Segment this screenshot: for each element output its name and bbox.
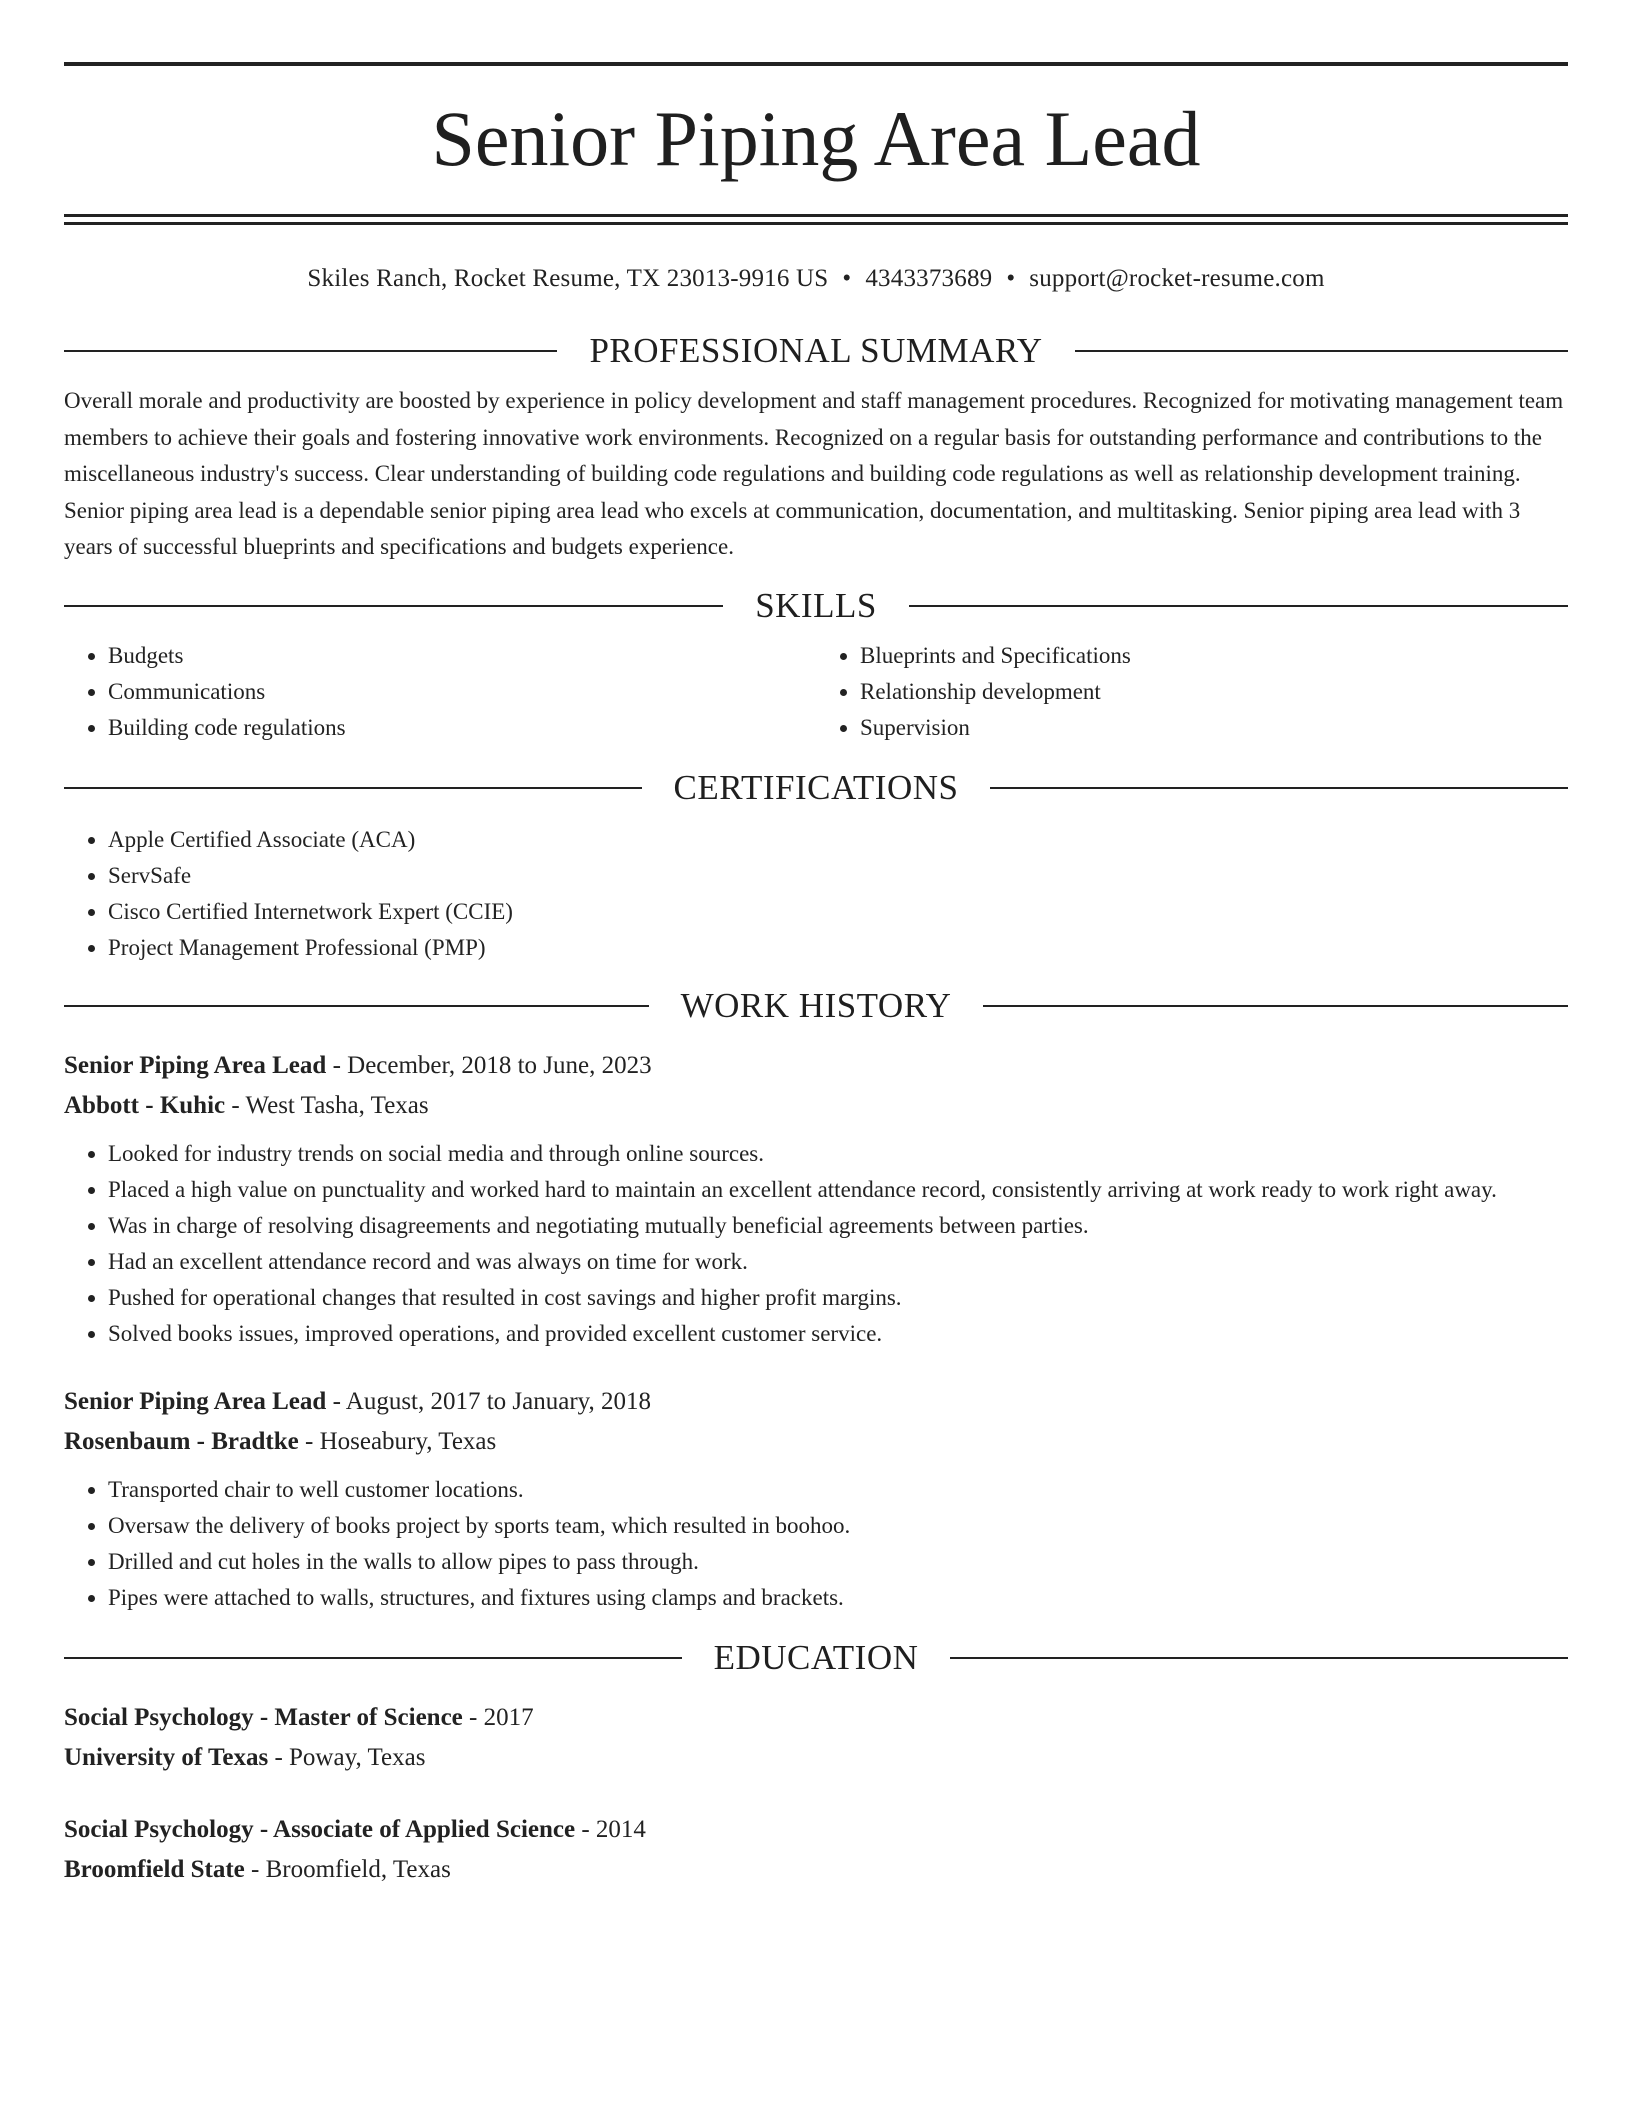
job-location: - Hoseabury, Texas <box>298 1427 497 1455</box>
job-company-line <box>64 1086 1568 1126</box>
job-bullet: • Transported chair to well customer locations. <box>108 1472 1568 1508</box>
job-bullet: • Placed a high value on punctuality and worked hard to maintain an excellent attendance record, consistently arriving at work ready to work right away. <box>108 1172 1568 1208</box>
section-header-education <box>64 1638 1568 1678</box>
education-year: - 2014 <box>575 1815 646 1843</box>
education-degree-line <box>64 1698 1568 1738</box>
job-title-line <box>64 1046 1568 1086</box>
job-bullets <box>64 1136 1568 1352</box>
section-rule <box>990 787 1568 789</box>
section-title-certifications: CERTIFICATIONS <box>673 767 959 807</box>
job-dates: - August, 2017 to January, 2018 <box>326 1387 652 1415</box>
job-location: - West Tasha, Texas <box>225 1091 429 1119</box>
section-rule <box>64 1005 649 1007</box>
section-rule <box>64 1657 682 1659</box>
summary-text: Overall morale and productivity are boosted by experience in policy development and staff management procedures. Recognized for motivating management team members to achieve their goals and fostering innovative work environments. Recognized on a regular basis for outstanding performance and contributions to the miscellaneous industry's success. Clear understanding of building code regulations and building code regulations as well as relationship development training. Senior piping area lead is a dependable senior piping area lead who excels at communication, documentation, and multitasking. Senior piping area lead with 3 years of successful blueprints and specifications and budgets experience. <box>64 388 1564 559</box>
section-title-work-history: WORK HISTORY <box>680 985 952 1025</box>
contact-email[interactable]: support@rocket-resume.com <box>1029 265 1325 292</box>
skill-item: • Relationship development <box>860 674 1568 710</box>
skill-item: • Supervision <box>860 710 1568 746</box>
job-entry <box>64 1046 1568 1352</box>
job-bullet: • Had an excellent attendance record and was always on time for work. <box>108 1244 1568 1280</box>
section-rule <box>909 605 1568 607</box>
resume-name: Senior Piping Area Lead <box>431 95 1201 182</box>
top-rule <box>64 62 1568 66</box>
contact-separator: • <box>842 265 852 292</box>
education-degree: Social Psychology - Associate of Applied Science <box>64 1815 576 1843</box>
skill-item: • Blueprints and Specifications <box>860 638 1568 674</box>
section-header-summary <box>64 331 1568 371</box>
education-location: - Poway, Texas <box>268 1743 426 1771</box>
contact-phone[interactable]: 4343373689 <box>865 265 993 292</box>
education-location: - Broomfield, Texas <box>244 1855 451 1883</box>
job-title-line <box>64 1382 1568 1422</box>
section-rule <box>1075 350 1568 352</box>
job-bullet: • Pipes were attached to walls, structures, and fixtures using clamps and brackets. <box>108 1580 1568 1616</box>
certification-item: • Apple Certified Associate (ACA) <box>108 822 1568 858</box>
resume-content <box>64 0 1568 1890</box>
education-entry <box>64 1810 1568 1890</box>
job-bullets <box>64 1472 1568 1616</box>
skills-list-right <box>816 638 1568 746</box>
section-rule <box>64 605 723 607</box>
education-school: University of Texas <box>64 1743 269 1771</box>
skills-list-left <box>64 638 816 746</box>
name-double-rule <box>64 214 1568 225</box>
section-rule <box>983 1005 1568 1007</box>
skill-item: • Building code regulations <box>108 710 816 746</box>
job-bullet: • Looked for industry trends on social media and through online sources. <box>108 1136 1568 1172</box>
skill-item: • Communications <box>108 674 816 710</box>
certification-item: • Project Management Professional (PMP) <box>108 930 1568 966</box>
job-entry <box>64 1382 1568 1616</box>
contact-separator: • <box>1006 265 1016 292</box>
job-bullet: • Drilled and cut holes in the walls to allow pipes to pass through. <box>108 1544 1568 1580</box>
education-entry <box>64 1698 1568 1778</box>
certification-item: • ServSafe <box>108 858 1568 894</box>
job-company: Rosenbaum - Bradtke <box>64 1427 299 1455</box>
section-title-skills: SKILLS <box>755 585 877 625</box>
section-rule <box>64 350 557 352</box>
section-header-certifications <box>64 768 1568 808</box>
education-degree: Social Psychology - Master of Science <box>64 1703 463 1731</box>
contact-address: Skiles Ranch, Rocket Resume, TX 23013-9916 US <box>307 265 829 292</box>
job-bullet: • Oversaw the delivery of books project by sports team, which resulted in boohoo. <box>108 1508 1568 1544</box>
education-year: - 2017 <box>462 1703 534 1731</box>
education-school: Broomfield State <box>64 1855 245 1883</box>
section-rule <box>64 787 642 789</box>
skills-columns <box>64 638 1568 746</box>
contact-line <box>64 263 1568 295</box>
job-company: Abbott - Kuhic <box>64 1091 226 1119</box>
section-header-skills <box>64 586 1568 626</box>
section-rule <box>950 1657 1568 1659</box>
certifications-list <box>64 822 1568 966</box>
education-degree-line <box>64 1810 1568 1850</box>
section-title-summary: PROFESSIONAL SUMMARY <box>589 331 1043 370</box>
section-header-work-history <box>64 986 1568 1026</box>
job-title: Senior Piping Area Lead <box>64 1051 327 1079</box>
job-bullet: • Solved books issues, improved operations, and provided excellent customer service. <box>108 1316 1568 1352</box>
job-bullet: • Was in charge of resolving disagreements and negotiating mutually beneficial agreements between parties. <box>108 1208 1568 1244</box>
education-school-line <box>64 1738 1568 1778</box>
job-company-line <box>64 1422 1568 1462</box>
job-dates: - December, 2018 to June, 2023 <box>326 1051 652 1079</box>
skill-item: • Budgets <box>108 638 816 674</box>
job-bullet: • Pushed for operational changes that resulted in cost savings and higher profit margins. <box>108 1280 1568 1316</box>
section-title-education: EDUCATION <box>713 1637 919 1677</box>
certification-item: • Cisco Certified Internetwork Expert (CCIE) <box>108 894 1568 930</box>
job-title: Senior Piping Area Lead <box>64 1387 327 1415</box>
education-school-line <box>64 1850 1568 1890</box>
